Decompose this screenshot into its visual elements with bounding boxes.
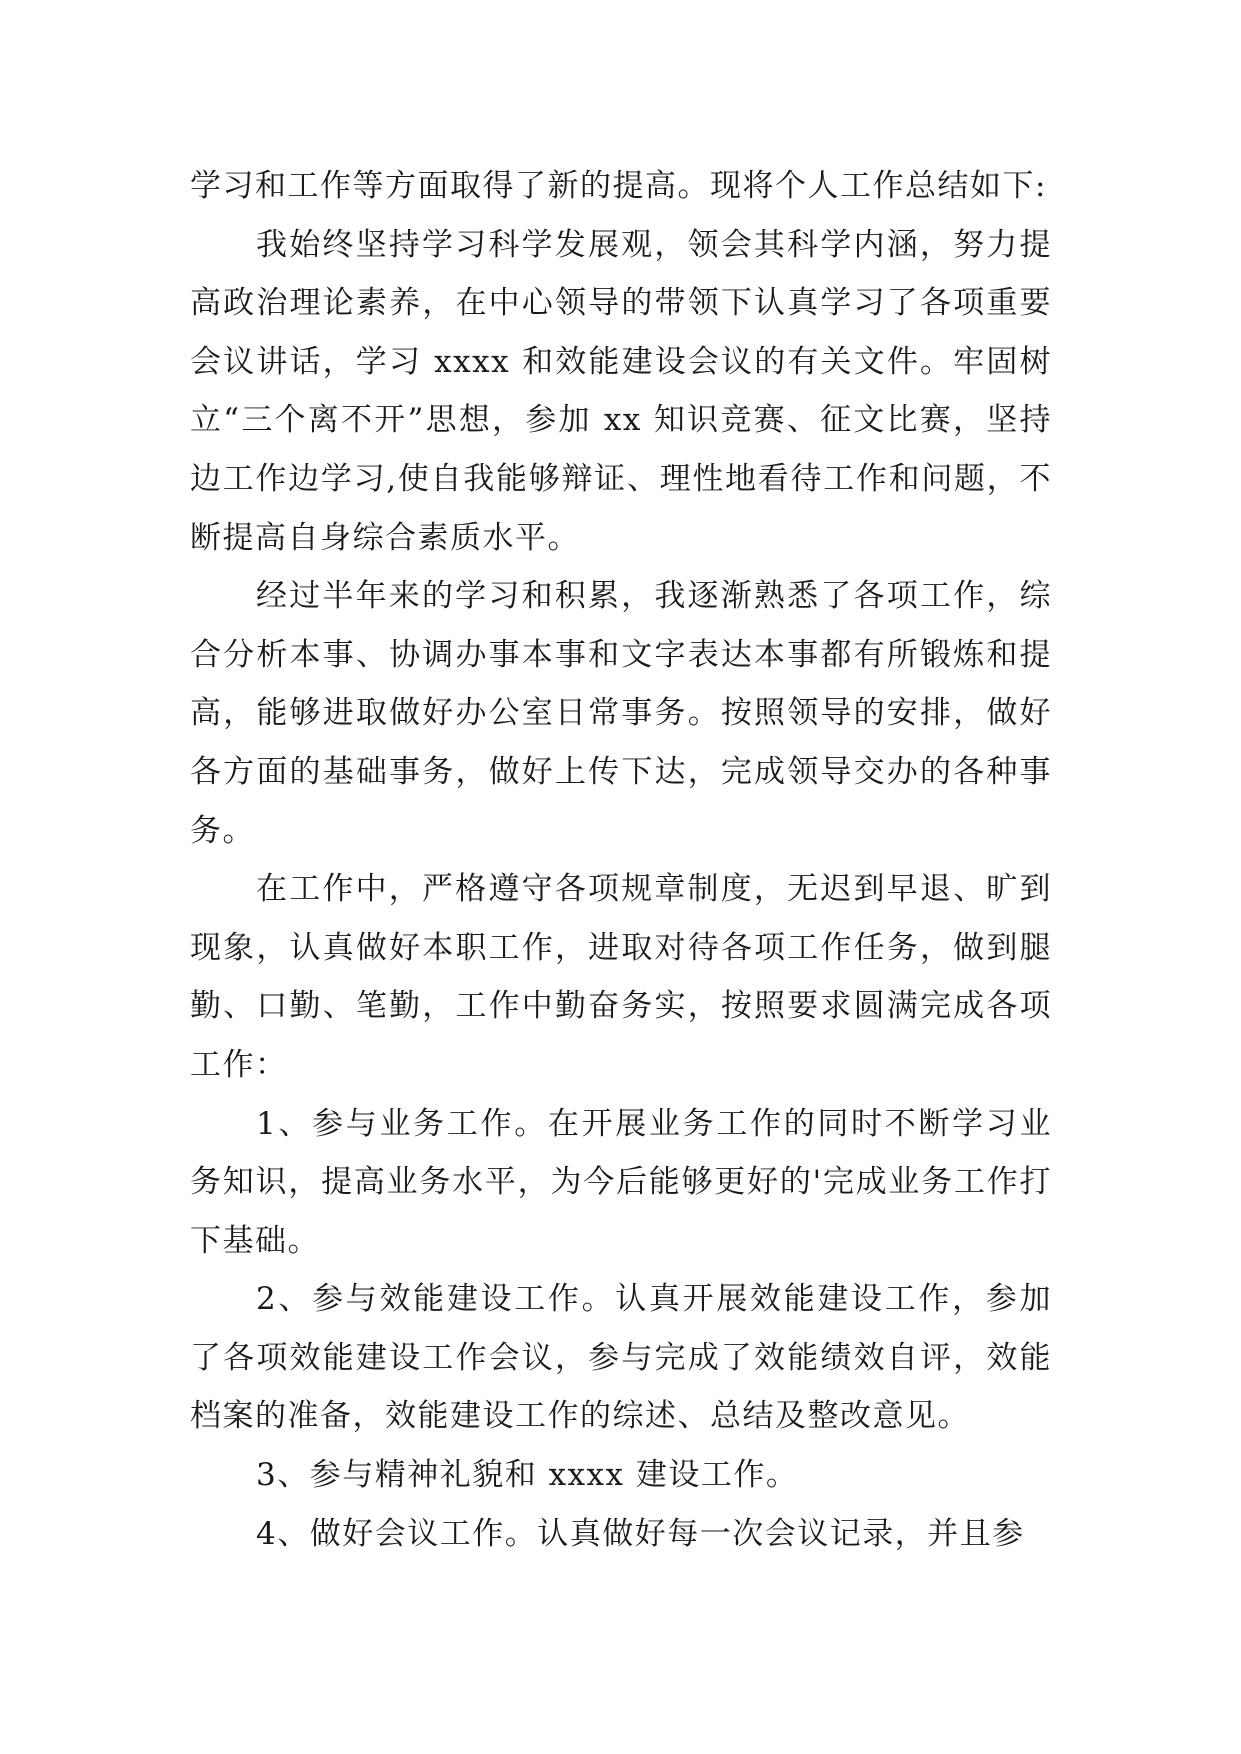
document-page — [190, 157, 1052, 1563]
paragraph-study: 我始终坚持学习科学发展观，领会其科学内涵，努力提高政治理论素养，在中心领导的带领下认真学习了各项重要会议讲话，学习 xxxx 和效能建设会议的有关文件。牢固树立“三个离不开”思想，参加 xx 知识竞赛、征文比赛，坚持边工作边学习,使自我能够辩证、理性地看待工作和问题，不断提高自身综合素质水平。 — [190, 226, 1052, 556]
paragraph-intro: 学习和工作等方面取得了新的提高。现将个人工作总结如下: — [190, 168, 1047, 204]
list-item-civility-work: 3、参与精神礼貌和 xxxx 建设工作。 — [256, 1457, 799, 1494]
list-item-business-work: 1、参与业务工作。在开展业务工作的同时不断学习业务知识，提高业务水平，为今后能够更好的'完成业务工作打下基础。 — [190, 1105, 1052, 1259]
list-item-meeting-work: 4、做好会议工作。认真做好每一次会议记录，并且参 — [256, 1515, 1025, 1552]
list-item-efficiency-work: 2、参与效能建设工作。认真开展效能建设工作，参加了各项效能建设工作会议，参与完成了效能绩效自评，效能档案的准备，效能建设工作的综述、总结及整改意见。 — [190, 1281, 1052, 1435]
paragraph-experience: 经过半年来的学习和积累，我逐渐熟悉了各项工作，综合分析本事、协调办事本事和文字表达本事都有所锻炼和提高，能够进取做好办公室日常事务。按照领导的安排，做好各方面的基础事务，做好上传下达，完成领导交办的各种事务。 — [190, 578, 1052, 849]
paragraph-discipline: 在工作中，严格遵守各项规章制度，无迟到早退、旷到现象，认真做好本职工作，进取对待各项工作任务，做到腿勤、口勤、笔勤，工作中勤奋务实，按照要求圆满完成各项工作： — [190, 871, 1052, 1083]
